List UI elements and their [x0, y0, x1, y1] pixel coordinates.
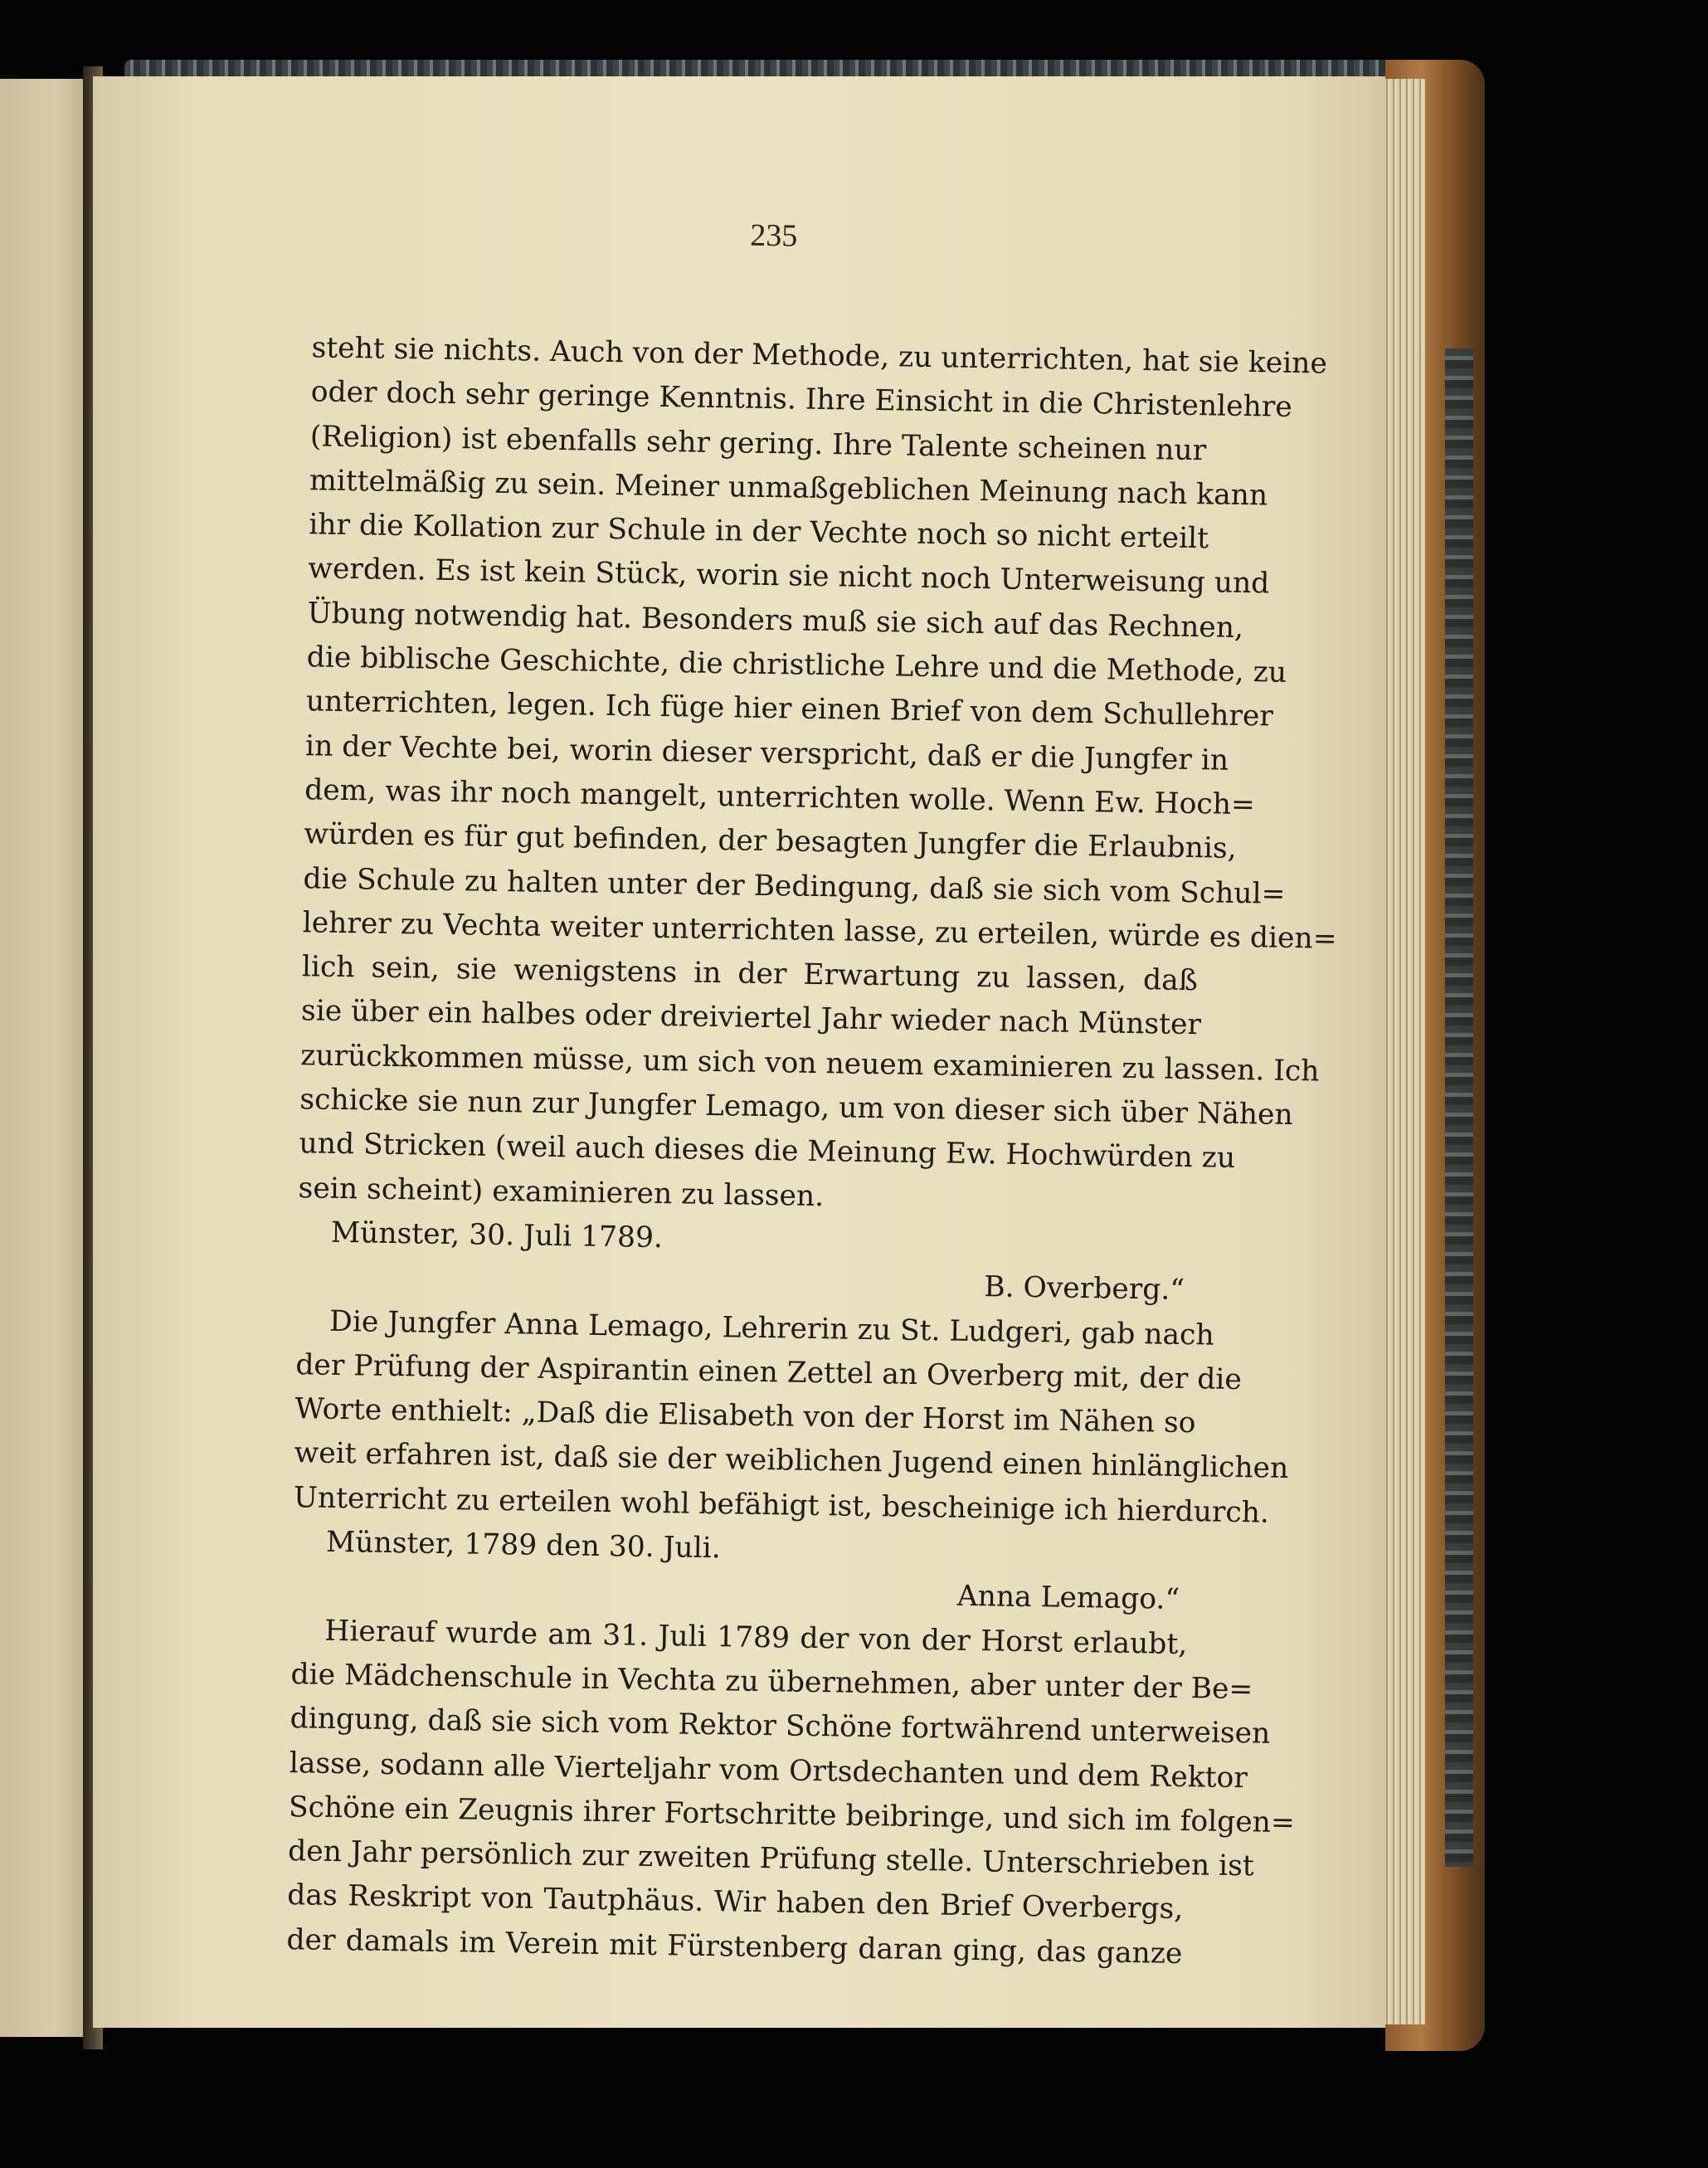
text-line: die Schule zu halten unter der Bedingung, daß sie sich vom Schul=	[303, 861, 1286, 911]
text-line: werden. Es ist kein Stück, worin sie nicht noch Unterweisung und	[308, 552, 1270, 601]
text-line: der damals im Verein mit Fürstenberg daran ging, das ganze	[286, 1922, 1183, 1971]
text-line: oder doch sehr geringe Kenntnis. Ihre Einsicht in die Christenlehre	[310, 375, 1292, 425]
text-line: würden es für gut befinden, der besagten Jungfer die Erlaubnis,	[304, 817, 1237, 866]
text-line: den Jahr persönlich zur zweiten Prüfung stelle. Unterschrieben ist	[287, 1834, 1255, 1883]
signature-line: Anna Lemago.“	[956, 1580, 1180, 1617]
text-line: lich sein, sie wenigstens in der Erwartung zu lassen, daß	[301, 950, 1199, 998]
text-line: Hierauf wurde am 31. Juli 1789 der von der Horst erlaubt,	[324, 1614, 1188, 1661]
book-page	[93, 76, 1385, 2028]
text-line: sein scheint) examinieren zu lassen.	[298, 1171, 825, 1213]
text-line: und Stricken (weil auch dieses die Meinung Ew. Hochwürden zu	[299, 1127, 1236, 1176]
text-line: dingung, daß sie sich vom Rektor Schöne fortwährend unterweisen	[290, 1702, 1271, 1751]
marbled-cover	[1445, 348, 1473, 1867]
text-line: dem, was ihr noch mangelt, unterrichten wolle. Wenn Ew. Hoch=	[304, 773, 1256, 822]
text-line: Die Jungfer Anna Lemago, Lehrerin zu St. Ludgeri, gab nach	[328, 1304, 1214, 1352]
text-line: mittelmäßig zu sein. Meiner unmaßgeblichen Meinung nach kann	[309, 464, 1268, 513]
dateline: Münster, 30. Juli 1789.	[330, 1216, 664, 1255]
text-line: zurückkommen müsse, um sich von neuem examinieren zu lassen. Ich	[299, 1038, 1320, 1089]
text-line: Schöne ein Zeugnis ihrer Fortschritte beibringe, und sich im folgen=	[288, 1790, 1296, 1839]
page-content	[78, 66, 1401, 2037]
text-line: die Mädchenschule in Vechta zu übernehmen, aber unter der Be=	[290, 1658, 1253, 1707]
text-line: Unterricht zu erteilen wohl befähigt ist, bescheinige ich hierdurch.	[293, 1480, 1270, 1530]
text-line: steht sie nichts. Auch von der Methode, zu unterrichten, hat sie keine	[311, 331, 1328, 381]
text-line: in der Vechte bei, worin dieser verspricht, daß er die Jungfer in	[304, 728, 1229, 777]
text-line: weit erfahren ist, daß sie der weiblichen Jugend einen hinlänglichen	[294, 1436, 1289, 1486]
text-line: lasse, sodann alle Vierteljahr vom Ortsdechanten und dem Rektor	[289, 1746, 1248, 1795]
page-number: 235	[750, 217, 798, 254]
signature-line: B. Overberg.“	[983, 1270, 1185, 1308]
previous-page-edge	[0, 79, 91, 2037]
body-text	[286, 326, 1337, 1976]
text-line: der Prüfung der Aspirantin einen Zettel an Overberg mit, der die	[295, 1347, 1243, 1396]
text-line: Worte enthielt: „Daß die Elisabeth von der Horst im Nähen so	[294, 1392, 1196, 1440]
text-line: ihr die Kollation zur Schule in der Vechte noch so nicht erteilt	[308, 508, 1209, 556]
text-line: unterrichten, legen. Ich füge hier einen Brief von dem Schullehrer	[305, 685, 1274, 733]
text-line: (Religion) ist ebenfalls sehr gering. Ihre Talente scheinen nur	[309, 419, 1207, 467]
text-line: sie über ein halbes oder dreiviertel Jahr wieder nach Münster	[300, 994, 1202, 1042]
text-line: das Reskript von Tautphäus. Wir haben den Brief Overbergs,	[287, 1878, 1184, 1927]
dateline: Münster, 1789 den 30. Juli.	[325, 1525, 722, 1566]
text-line: schicke sie nun zur Jungfer Lemago, um von dieser sich über Nähen	[299, 1083, 1293, 1133]
text-line: lehrer zu Vechta weiter unterrichten lasse, zu erteilen, würde es dien=	[302, 906, 1337, 956]
text-line: Übung notwendig hat. Besonders muß sie sich auf das Rechnen,	[307, 597, 1244, 645]
text-line: die biblische Geschichte, die christliche Lehre und die Methode, zu	[306, 641, 1287, 689]
